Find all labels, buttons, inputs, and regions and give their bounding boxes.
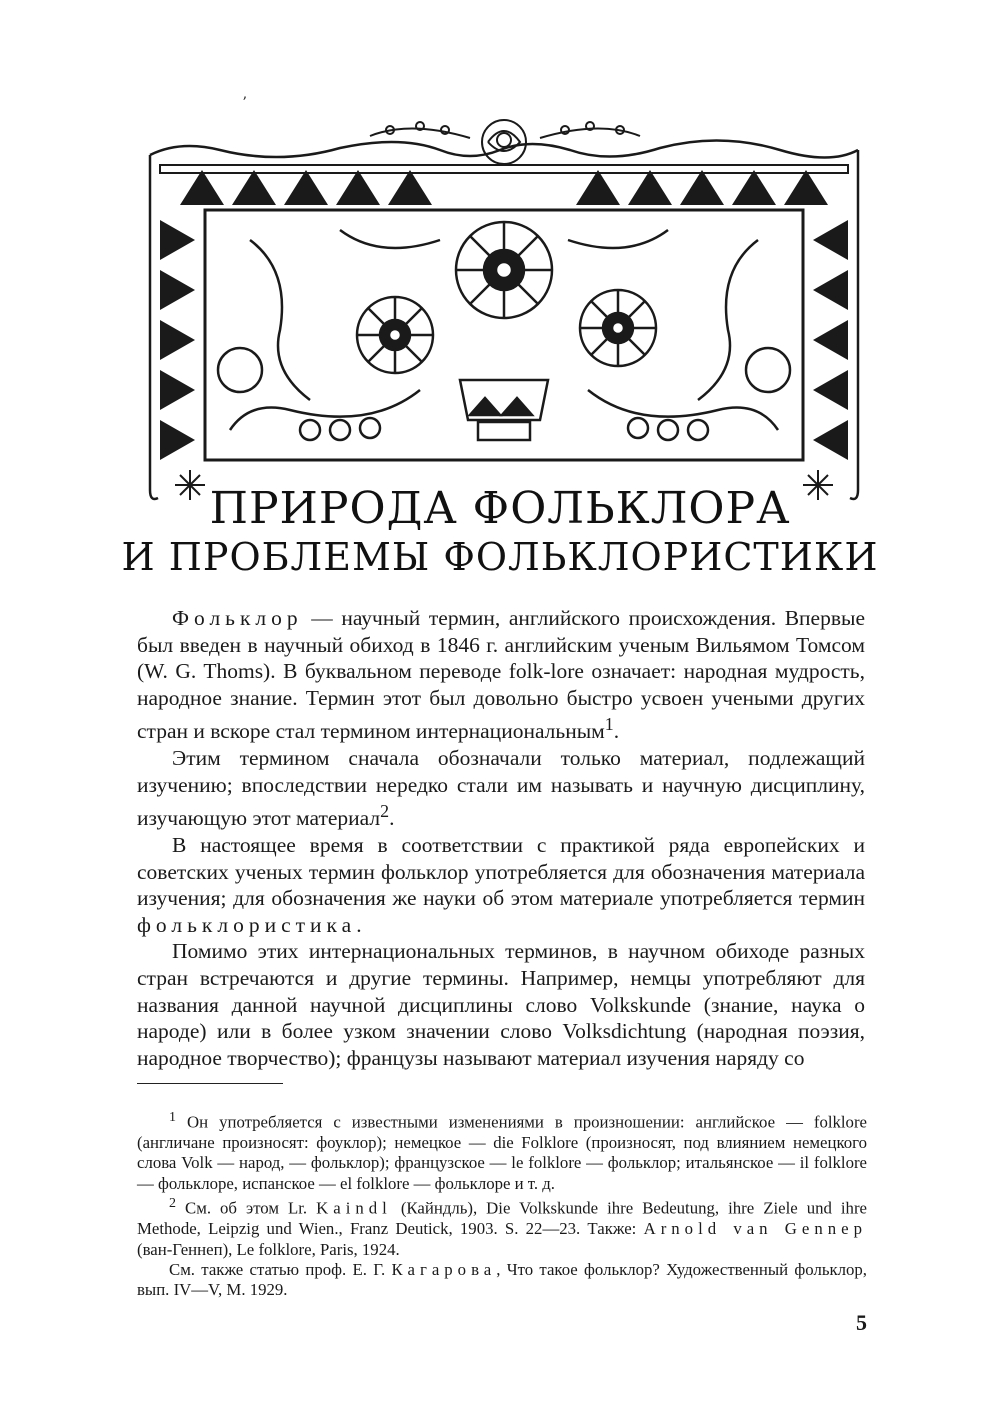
left-flower-icon	[357, 297, 433, 373]
text-segment: Он употребляется с известными изменениями в произношении: английское — folklore (англичане произносят: фоуклор); немецкое — die Folklore (произносят, под влиянием немецкого слова Volk — народ, — фольклор); французское — le folklore — фольклор; итальянское — il folklore — фольклоре, испанское — el folklore — фольклоре и т. д.	[137, 1112, 867, 1193]
text-segment: В настоящее время в соответствии с практикой ряда европейских и советских ученых термин фольклор употребляется для обозначения материала изучения; для обозначения же науки об этом материале употребляется термин	[137, 833, 865, 911]
body-text	[137, 605, 865, 1071]
text-segment: (Кайндль), Die Volkskunde ihre Bedeutung, ihre Ziele und ihre Methode, Leipzig und Wien., Franz Deutick, 1903. S. 22—23. Также:	[137, 1198, 867, 1239]
footnote-marker: 1	[169, 1110, 176, 1125]
triangle-border-top	[160, 165, 848, 205]
paragraph	[137, 938, 865, 1071]
text-segment: Этим термином сначала обозначали только материал, подлежащий изучению; впоследствии нередко стали им называть и научную дисциплину, изучающую этот материал	[137, 746, 865, 831]
paragraph	[137, 832, 865, 938]
triangle-border-right	[813, 220, 848, 460]
text-segment: Фольклор	[172, 606, 303, 630]
text-segment: Помимо этих интернациональных терминов, в научном обиходе разных стран встречаются и другие термины. Например, немцы употребляют для названия данной научной дисциплины слово Volkskunde (знание, наука о народе) или в более узком значении слово Volksdichtung (народная поэзия, народное творчество); французы называют материал изучения наряду со	[137, 939, 865, 1070]
footnote-rule	[137, 1083, 283, 1084]
text-segment: .	[389, 806, 395, 831]
vase-icon	[460, 380, 548, 440]
paragraph	[137, 605, 865, 745]
chapter-title-line-1: ПРИРОДА ФОЛЬКЛОРА	[209, 483, 791, 534]
footnotes	[137, 1108, 867, 1301]
text-segment: , Что такое фольклор? Художественный фольклор, вып. IV—V, М. 1929.	[137, 1260, 868, 1300]
footnote	[137, 1260, 867, 1301]
page-number: 5	[856, 1310, 867, 1335]
text-segment: .	[613, 719, 620, 744]
text-segment: (ван-Геннеп), Le folklore, Paris, 1924.	[137, 1239, 400, 1259]
text-segment: Кагарова	[391, 1260, 497, 1280]
chapter-title-line-2: И ПРОБЛЕМЫ ФОЛЬКЛОРИСТИКИ	[121, 535, 879, 579]
paragraph	[137, 745, 865, 832]
text-segment: — научный термин, английского происхождения. Впервые был введен в научный обиход в 1846 г. английским ученым Вильямом Томсом (W. G. Thoms). В буквальном переводе folk-lore означает: народная мудрость, народное знание. Термин этот был довольно быстро усвоен учеными других стран и вскоре стал термином интернациональным	[137, 606, 865, 744]
footnote	[137, 1194, 867, 1260]
footnote-marker: 2	[380, 801, 390, 822]
right-flower-icon	[580, 290, 656, 366]
stray-mark: ʼ	[242, 95, 247, 111]
text-segment: Arnold van Gennep	[643, 1219, 867, 1239]
footnote	[137, 1108, 867, 1194]
text-segment: Kaindl	[316, 1198, 392, 1218]
footnote-marker: 2	[169, 1196, 176, 1212]
text-segment: См. также статью проф. Е. Г.	[169, 1260, 392, 1280]
folk-ornament-illustration	[140, 110, 868, 510]
text-segment: См. об этом Lr.	[176, 1198, 317, 1218]
footnote-marker: 1	[604, 714, 614, 735]
triangle-border-left	[160, 220, 195, 460]
text-segment: фольклористика	[137, 912, 357, 937]
central-flower-icon	[456, 222, 552, 318]
text-segment: .	[356, 912, 362, 937]
